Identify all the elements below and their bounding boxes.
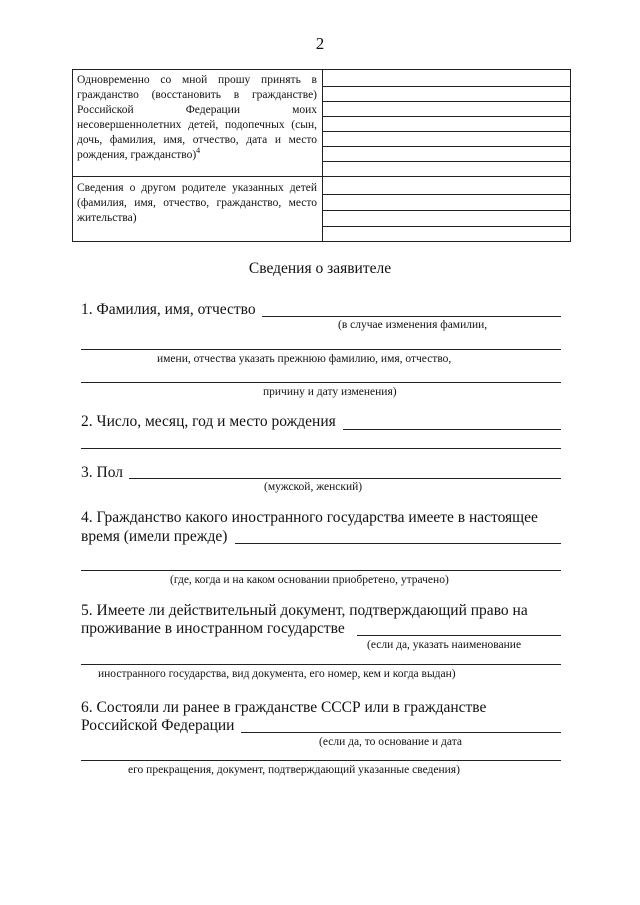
q1-hint-3: причину и дату изменения) bbox=[263, 386, 397, 398]
q4-fill-line[interactable] bbox=[235, 543, 561, 544]
q1-fill-line-2[interactable] bbox=[81, 349, 561, 350]
q3-fill-line[interactable] bbox=[129, 478, 561, 479]
table-fill-line[interactable] bbox=[322, 194, 571, 195]
table-row2-text: Сведения о другом родителе указанных детей (фамилия, имя, отчество, гражданство, место жительства) bbox=[77, 182, 317, 224]
page-number: 2 bbox=[315, 34, 325, 53]
q5-fill-line[interactable] bbox=[357, 635, 561, 636]
q4-line-1: 4. Гражданство какого иностранного государства имеете в настоящее bbox=[81, 509, 538, 526]
q6-hint-1: (если да, то основание и дата bbox=[319, 736, 462, 748]
q4-hint: (где, когда и на каком основании приобретено, утрачено) bbox=[170, 574, 449, 586]
q4-fill-line-2[interactable] bbox=[81, 570, 561, 571]
table-fill-line[interactable] bbox=[322, 86, 571, 87]
q5-hint-1: (если да, указать наименование bbox=[367, 639, 522, 651]
q5-fill-line-2[interactable] bbox=[81, 664, 561, 665]
q6-fill-line-2[interactable] bbox=[81, 760, 561, 761]
table-row-divider bbox=[72, 176, 322, 177]
table-fill-line[interactable] bbox=[322, 226, 571, 227]
table-fill-line[interactable] bbox=[322, 146, 571, 147]
q1-fill-line-3[interactable] bbox=[81, 382, 561, 383]
q6-line-1: 6. Состояли ли ранее в гражданстве СССР или в гражданстве bbox=[81, 699, 487, 716]
table-fill-line[interactable] bbox=[322, 101, 571, 102]
table-row1-text bbox=[77, 73, 317, 163]
q1-fill-line[interactable] bbox=[262, 316, 561, 317]
table-fill-line[interactable] bbox=[322, 176, 571, 177]
table-fill-line[interactable] bbox=[322, 116, 571, 117]
table-row1-content: Одновременно со мной прошу принять в гражданство (восстановить в гражданстве) Российской Федерации моих несовершеннолетних детей, подопечных (сын, дочь, фамилия, имя, отчество, дата и место рождения, гражданство) bbox=[77, 74, 317, 161]
q5-line-1: 5. Имеете ли действительный документ, подтверждающий право на bbox=[81, 602, 528, 619]
q6-hint-2: его прекращения, документ, подтверждающий указанные сведения) bbox=[128, 764, 460, 776]
q3-hint: (мужской, женский) bbox=[264, 481, 363, 493]
q4-line-2: время (имели прежде) bbox=[81, 528, 228, 545]
table-fill-line[interactable] bbox=[322, 210, 571, 211]
q2-label: 2. Число, месяц, год и место рождения bbox=[81, 413, 336, 430]
q1-hint-1: (в случае изменения фамилии, bbox=[338, 319, 488, 331]
q1-hint-2: имени, отчества указать прежнюю фамилию, имя, отчество, bbox=[157, 353, 452, 365]
q6-line-2: Российской Федерации bbox=[81, 717, 235, 734]
q6-fill-line[interactable] bbox=[241, 732, 561, 733]
q5-line-2: проживание в иностранном государстве bbox=[81, 620, 345, 637]
q1-label: 1. Фамилия, имя, отчество bbox=[81, 301, 256, 318]
table-fill-line[interactable] bbox=[322, 161, 571, 162]
table-column-divider bbox=[322, 69, 323, 242]
footnote-mark: 4 bbox=[196, 146, 201, 156]
q3-label: 3. Пол bbox=[81, 464, 123, 481]
section-title: Сведения о заявителе bbox=[248, 260, 392, 277]
q5-hint-2: иностранного государства, вид документа, его номер, кем и когда выдан) bbox=[98, 668, 456, 680]
q2-fill-line[interactable] bbox=[343, 429, 561, 430]
q2-fill-line-2[interactable] bbox=[81, 448, 561, 449]
table-fill-line[interactable] bbox=[322, 131, 571, 132]
